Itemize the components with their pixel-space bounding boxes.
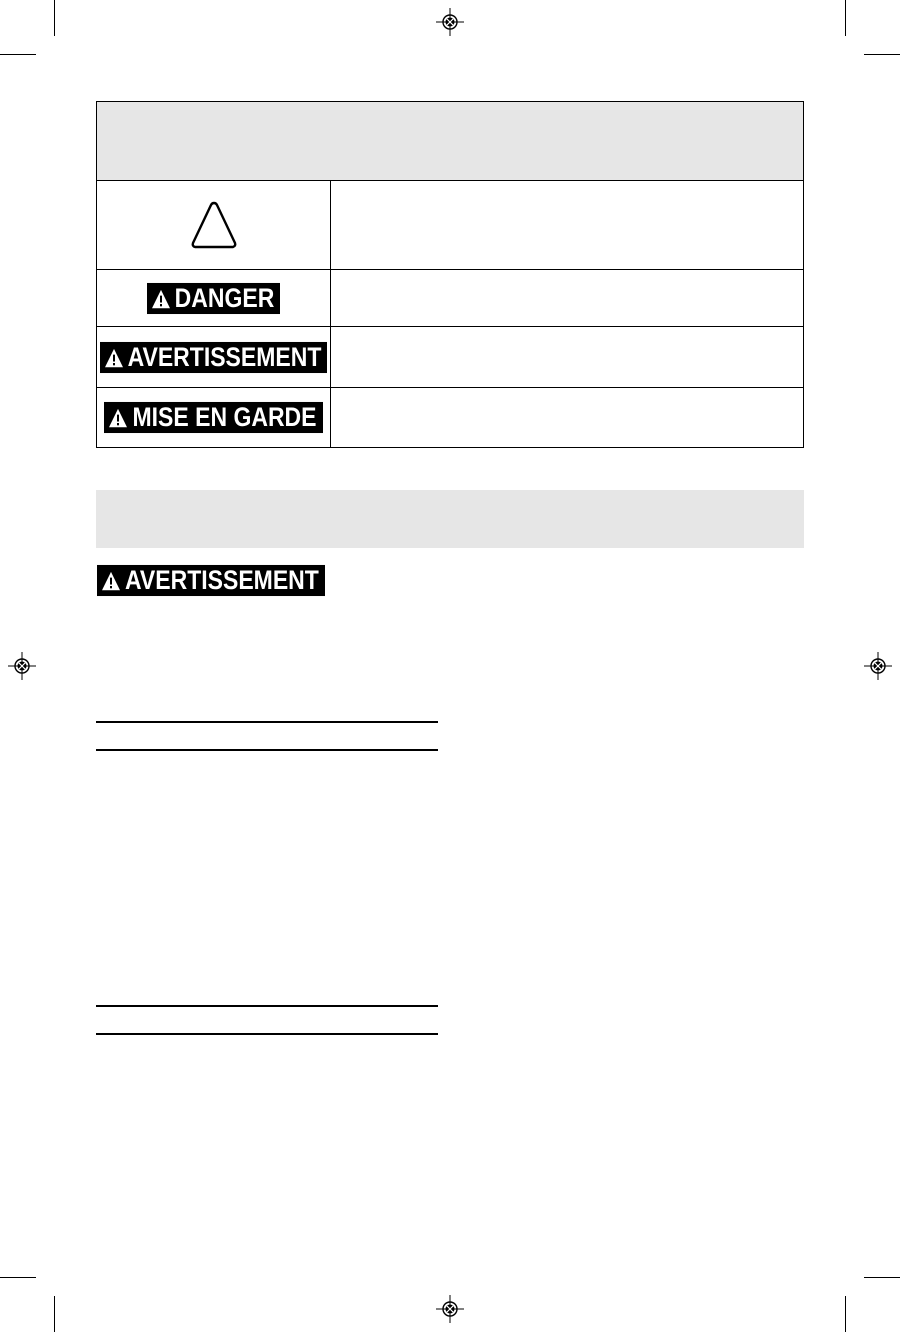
- subsection-rule: [96, 749, 438, 751]
- warning-triangle-icon: [151, 288, 171, 309]
- registration-mark-icon: [436, 1295, 464, 1323]
- crop-mark: [54, 0, 55, 36]
- crop-mark: [54, 1296, 55, 1332]
- table-row: [97, 388, 803, 447]
- registration-mark-icon: [864, 652, 892, 680]
- safety-alert-triangle-icon: [189, 199, 239, 251]
- warning-triangle-icon: [101, 570, 121, 591]
- subsection-rule: [96, 721, 438, 723]
- table-row: [97, 327, 803, 388]
- crop-mark: [845, 0, 846, 36]
- caution-label: [104, 402, 322, 433]
- signal-word-table: [96, 101, 804, 448]
- registration-mark-icon: [436, 8, 464, 36]
- warning-label: [100, 341, 328, 372]
- table-cell-description: [331, 181, 803, 269]
- general-warning-block: [97, 564, 325, 595]
- warning-label: [97, 565, 325, 596]
- warning-label-text: AVERTISSEMENT: [127, 341, 322, 372]
- danger-label-text: DANGER: [174, 282, 275, 313]
- crop-mark: [0, 54, 36, 55]
- table-cell-symbol: [97, 388, 331, 447]
- table-row: [97, 181, 803, 270]
- warning-triangle-icon: [108, 407, 128, 428]
- table-cell-symbol: [97, 181, 331, 269]
- table-cell-symbol: [97, 327, 331, 387]
- crop-mark: [864, 54, 900, 55]
- table-cell-description: [331, 388, 803, 447]
- table-cell-description: [331, 270, 803, 326]
- danger-label: [147, 282, 281, 313]
- crop-mark: [864, 1277, 900, 1278]
- table-cell-symbol: [97, 270, 331, 326]
- crop-mark: [845, 1296, 846, 1332]
- table-header: [97, 102, 803, 181]
- subsection-rule: [96, 1005, 438, 1007]
- table-cell-description: [331, 327, 803, 387]
- subsection-rule: [96, 1033, 438, 1035]
- warning-triangle-icon: [104, 347, 124, 368]
- table-row: [97, 270, 803, 327]
- registration-mark-icon: [8, 652, 36, 680]
- warning-label-text: AVERTISSEMENT: [125, 564, 319, 595]
- caution-label-text: MISE EN GARDE: [132, 401, 317, 432]
- section-heading-bar: [96, 490, 804, 548]
- crop-mark: [0, 1277, 36, 1278]
